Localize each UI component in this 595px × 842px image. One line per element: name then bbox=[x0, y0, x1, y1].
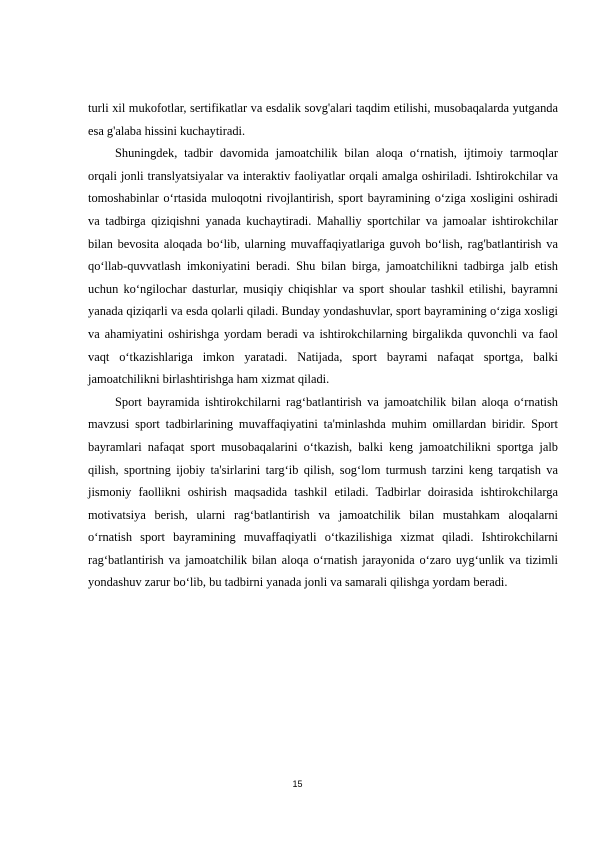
paragraph-public-relations: Shuningdek, tadbir davomida jamoatchilik bilan aloqa o‘rnatish, ijtimoiy tarmoqlar orqali jonli translyatsiyalar va interaktiv faoliyatlar orqali amalga oshiriladi. Ishtirokchilar va tomoshabinlar o‘rtasida muloqotni rivojlantirish, sport bayramining o‘ziga xosligini oshiradi va tadbirga qiziqishni yanada kuchaytiradi. Mahalliy sportchilar va jamoalar ishtirokchilar bilan bevosita aloqada bo‘lib, ularning muvaffaqiyatlariga guvoh bo‘lish, rag'batlantirish va qo‘llab-quvvatlash imkoniyatini beradi. Shu bilan birga, jamoatchilikni tadbirga jalb etish uchun ko‘ngilochar dasturlar, musiqiy chiqishlar va sport shoular tashkil etilishi, bayramni yanada qiziqarli va esda qolarli qiladi. Bunday yondashuvlar, sport bayramining o‘ziga xosligi va ahamiyatini oshirishga yordam beradi va ishtirokchilarning birgalikda quvonchli va faol vaqt o‘tkazishlariga imkon yaratadi. Natijada, sport bayrami nafaqat sportga, balki jamoatchilikni birlashtirishga ham xizmat qiladi. bbox=[88, 146, 558, 387]
page-number: 15 bbox=[292, 779, 303, 789]
document-body bbox=[88, 97, 558, 594]
paragraph-continuation: turli xil mukofotlar, sertifikatlar va esdalik sovg'alari taqdim etilishi, musobaqalarda yutganda esa g'alaba hissini kuchaytiradi. bbox=[88, 101, 558, 138]
paragraph-motivation: Sport bayramida ishtirokchilarni rag‘batlantirish va jamoatchilik bilan aloqa o‘rnatish mavzusi sport tadbirlarining muvaffaqiyatini ta'minlashda muhim omillardan biridir. Sport bayramlari nafaqat sport musobaqalarini o‘tkazish, balki keng jamoatchilikni sportga jalb qilish, sportning ijobiy ta'sirlarini targ‘ib qilish, sog‘lom turmush tarzini keng tarqatish va jismoniy faollikni oshirish maqsadida tashkil etiladi. Tadbirlar doirasida ishtirokchilarga motivatsiya berish, ularni rag‘batlantirish va jamoatchilik bilan mustahkam aloqalarni o‘rnatish sport bayramining muvaffaqiyatli o‘tkazilishiga xizmat qiladi. Ishtirokchilarni rag‘batlantirish va jamoatchilik bilan aloqa o‘rnatish jarayonida o‘zaro uyg‘unlik va tizimli yondashuv zarur bo‘lib, bu tadbirni yanada jonli va samarali qilishga yordam beradi. bbox=[88, 394, 558, 590]
